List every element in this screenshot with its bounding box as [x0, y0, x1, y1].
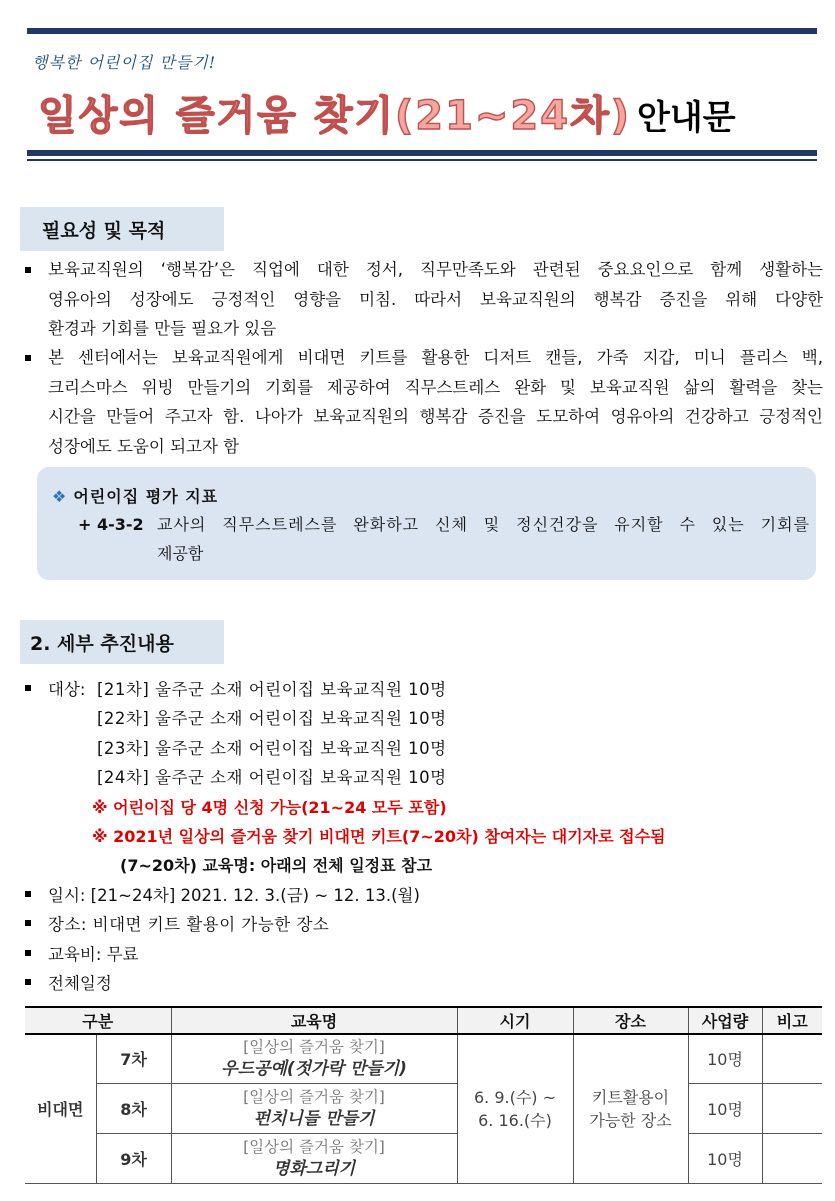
round-cell: 9차 [96, 1133, 171, 1183]
section-heading-label: 필요성 및 목적 [42, 220, 166, 242]
purpose-text-line: 영유아의 성장에도 긍정적인 영향을 미침. 따라서 보육교직원의 행복감 증진을 위해 다양한 [48, 289, 823, 309]
program-series: [일상의 즐거움 찾기] [243, 1087, 385, 1106]
place-line: 키트활용이 [591, 1087, 670, 1107]
table-header-row [25, 1007, 822, 1034]
table-row [25, 1034, 822, 1083]
place-cell [573, 1034, 688, 1183]
purpose-text-line: 시간을 만들어 주고자 함. 나아가 보육교직원의 행복감 증진을 도모하여 영유아의 건강하고 긍정적인 [48, 407, 823, 426]
indicator-desc-line1: 교사의 직무스트레스를 완화하고 신체 및 정신건강을 유지할 수 있는 기회를 [157, 515, 810, 534]
amount-cell: 10명 [688, 1034, 762, 1083]
schedule-place: 장소: 비대면 키트 활용이 가능한 장소 [48, 915, 330, 934]
purpose-text-line: 보육교직원의 ‘행복감’은 직업에 대한 정서, 직무만족도와 관련된 중요요인으로 함께 생활하는 [48, 260, 823, 279]
note-application-limit: ※ 어린이집 당 4명 신청 가능(21~24 모두 포함) [92, 798, 447, 817]
period-line: 6. 16.(수) [478, 1110, 552, 1130]
table-row [25, 1083, 822, 1133]
schedule-date: 일시: [21~24차] 2021. 12. 3.(금) ~ 12. 13.(월) [48, 886, 420, 905]
diamond-bullet-icon: ❖ [52, 487, 68, 506]
table-header-cell: 구분 [25, 1007, 171, 1034]
table-header-cell: 비고 [762, 1007, 822, 1034]
header-bottom-bar-thin [27, 159, 817, 161]
bullet-icon [25, 920, 31, 926]
program-cell [171, 1083, 457, 1133]
program-title: 우드공예(젓가락 만들기) [221, 1059, 407, 1080]
bullet-icon [25, 355, 31, 361]
purpose-text-line: 크리스마스 위빙 만들기의 기회를 제공하여 직무스트레스 완화 및 보육교직원 삶의 활력을 찾는 [48, 377, 823, 397]
bullet-icon [25, 950, 31, 956]
section-heading-details [20, 620, 224, 664]
round-cell: 7차 [96, 1034, 171, 1083]
place-line: 가능한 장소 [589, 1110, 672, 1130]
program-cell [171, 1034, 457, 1083]
bullet-icon [25, 979, 31, 985]
header-subtitle: 행복한 어린이집 만들기! [32, 53, 217, 72]
purpose-text-line: 성장에도 도움이 되고자 함 [48, 436, 240, 456]
target-item: [23차] 울주군 소재 어린이집 보육교직원 10명 [97, 739, 447, 758]
program-title: 펀치니들 만들기 [253, 1108, 375, 1129]
bullet-icon [25, 267, 31, 273]
bullet-icon [25, 685, 31, 691]
note-cell [762, 1133, 822, 1183]
schedule-table [25, 1006, 822, 1184]
page-title-tail: 안내문 [637, 98, 736, 138]
target-label: 대상: [48, 680, 86, 699]
indicator-title [52, 484, 218, 507]
indicator-code: + 4-3-2 [78, 515, 144, 534]
header-bottom-bar-thick [27, 150, 817, 156]
full-schedule-label: 전체일정 [48, 974, 112, 993]
note-cell [762, 1034, 822, 1083]
table-row [25, 1133, 822, 1183]
target-item: [24차] 울주군 소재 어린이집 보육교직원 10명 [97, 768, 447, 787]
indicator-title-text: 어린이집 평가 지표 [73, 487, 219, 506]
round-cell: 8차 [96, 1083, 171, 1133]
table-header-cell: 시기 [457, 1007, 573, 1034]
period-cell [457, 1034, 573, 1183]
page-title-main: 일상의 즐거움 찾기(21~24차) [38, 93, 632, 139]
page-title [38, 84, 736, 141]
program-title: 명화그리기 [272, 1158, 356, 1179]
target-item: [21차] 울주군 소재 어린이집 보육교직원 10명 [97, 680, 447, 699]
table-header-cell: 교육명 [171, 1007, 457, 1034]
note-waitlist: ※ 2021년 일상의 즐거움 찾기 비대면 키트(7~20차) 참여자는 대기자로 접수됨 [92, 827, 666, 846]
category-cell: 비대면 [25, 1034, 96, 1183]
note-program-reference: (7~20차) 교육명: 아래의 전체 일정표 참고 [120, 856, 433, 875]
purpose-text-line: 본 센터에서는 보육교직원에게 비대면 키트를 활용한 디저트 캔들, 가죽 지갑, 미니 플리스 백, [48, 348, 823, 367]
purpose-text-line: 환경과 기회를 만들 필요가 있음 [48, 319, 277, 338]
target-item: [22차] 울주군 소재 어린이집 보육교직원 10명 [97, 709, 447, 728]
period-line: 6. 9.(수) ~ [473, 1087, 557, 1107]
section-heading-label: 2. 세부 추진내용 [30, 633, 174, 655]
bullet-icon [25, 891, 31, 897]
indicator-desc-line2: 제공함 [157, 544, 204, 563]
section-heading-purpose [20, 207, 224, 251]
note-cell [762, 1083, 822, 1133]
table-header-cell: 사업량 [688, 1007, 762, 1034]
program-series: [일상의 즐거움 찾기] [243, 1137, 385, 1156]
table-header-cell: 장소 [573, 1007, 688, 1034]
program-cell [171, 1133, 457, 1183]
header-top-bar [27, 28, 817, 34]
program-series: [일상의 즐거움 찾기] [243, 1038, 385, 1057]
amount-cell: 10명 [688, 1083, 762, 1133]
fee-text: 교육비: 무료 [48, 945, 139, 964]
amount-cell: 10명 [688, 1133, 762, 1183]
